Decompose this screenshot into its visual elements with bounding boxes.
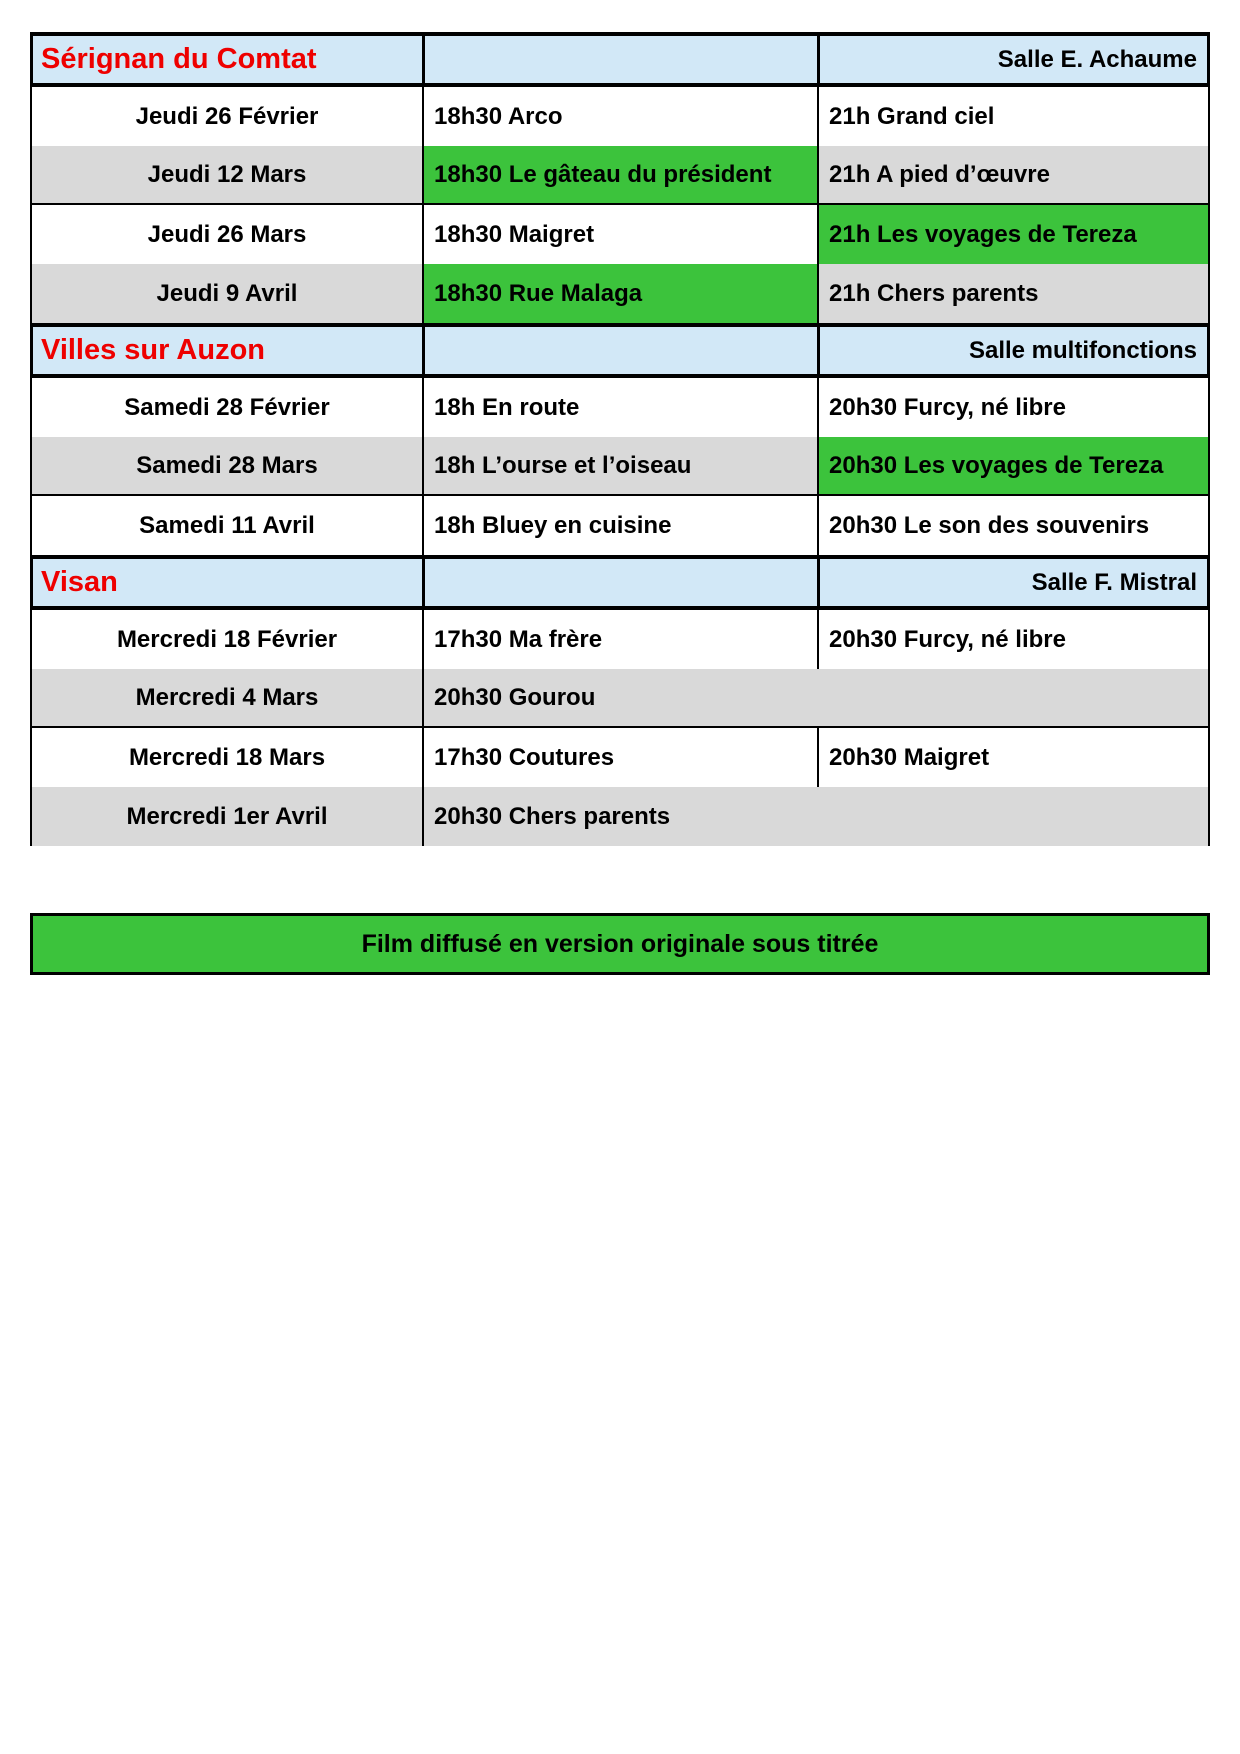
date-cell: Samedi 11 Avril: [32, 496, 424, 555]
date-cell: Samedi 28 Mars: [32, 437, 424, 494]
date-cell: Jeudi 26 Février: [32, 87, 424, 146]
date-cell: Samedi 28 Février: [32, 378, 424, 437]
table-row: [30, 378, 1210, 437]
table-row: [30, 87, 1210, 146]
date-cell: Mercredi 1er Avril: [32, 787, 424, 846]
legend-banner-text: Film diffusé en version originale sous titrée: [361, 929, 879, 958]
film-cell: 17h30 Coutures: [424, 728, 819, 787]
town-name: Visan: [33, 559, 425, 606]
table-row: [30, 437, 1210, 496]
film-cell: 21h A pied d’œuvre: [829, 160, 1050, 188]
date-cell: Jeudi 9 Avril: [32, 264, 424, 323]
film-cell-merged: 20h30 Gourou: [434, 683, 596, 711]
date-cell: Mercredi 18 Février: [32, 610, 424, 669]
film-cell-highlighted: 21h Les voyages de Tereza: [819, 205, 1208, 264]
date-cell: Jeudi 26 Mars: [32, 205, 424, 264]
film-cell: 21h Chers parents: [829, 279, 1039, 307]
salle-name: Salle E. Achaume: [997, 45, 1197, 73]
salle-name: Salle multifonctions: [968, 336, 1197, 364]
header-spacer-cell: [425, 327, 820, 374]
town-name: Villes sur Auzon: [33, 327, 425, 374]
table-row: [30, 205, 1210, 264]
film-cell: 21h Grand ciel: [829, 102, 995, 130]
table-row: [30, 728, 1210, 787]
film-cell: 20h30 Le son des souvenirs: [829, 511, 1150, 539]
section-header-row: [30, 555, 1210, 610]
film-cell: 18h L’ourse et l’oiseau: [424, 437, 819, 494]
header-spacer-cell: [425, 36, 820, 83]
film-cell: 20h30 Furcy, né libre: [829, 625, 1066, 653]
header-spacer-cell: [425, 559, 820, 606]
film-cell: 20h30 Furcy, né libre: [829, 393, 1066, 421]
film-cell-merged: 20h30 Chers parents: [434, 802, 671, 830]
film-cell-highlighted: 20h30 Les voyages de Tereza: [819, 437, 1208, 494]
date-cell: Mercredi 4 Mars: [32, 669, 424, 726]
schedule-table: [30, 32, 1210, 846]
film-cell: 18h30 Arco: [424, 87, 819, 146]
table-row: [30, 787, 1210, 846]
table-row: [30, 264, 1210, 323]
table-row: [30, 496, 1210, 555]
section-header-row: [30, 32, 1210, 87]
film-cell: 17h30 Ma frère: [424, 610, 819, 669]
film-cell-highlighted: 18h30 Le gâteau du président: [424, 146, 819, 203]
date-cell: Jeudi 12 Mars: [32, 146, 424, 203]
film-cell-highlighted: 18h30 Rue Malaga: [424, 264, 819, 323]
film-cell: 18h En route: [424, 378, 819, 437]
table-row: [30, 669, 1210, 728]
film-cell: 20h30 Maigret: [829, 743, 990, 771]
film-cell: 18h Bluey en cuisine: [424, 496, 819, 555]
town-name: Sérignan du Comtat: [33, 36, 425, 83]
section-header-row: [30, 323, 1210, 378]
table-row: [30, 610, 1210, 669]
date-cell: Mercredi 18 Mars: [32, 728, 424, 787]
salle-name: Salle F. Mistral: [1031, 568, 1197, 596]
table-row: [30, 146, 1210, 205]
legend-banner: [30, 913, 1210, 975]
film-cell: 18h30 Maigret: [424, 205, 819, 264]
